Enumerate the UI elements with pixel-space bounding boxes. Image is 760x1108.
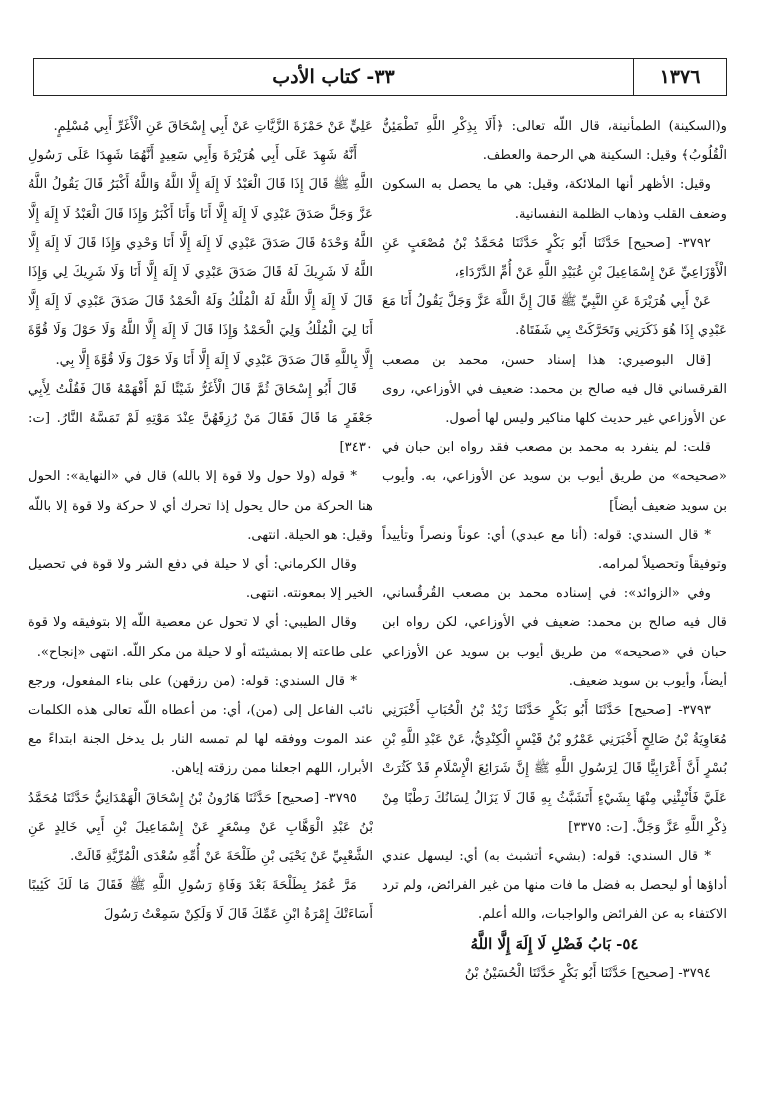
- right-column: [382, 112, 727, 1097]
- hadith-isnad: ٣٧٩٤- [صحيح] حَدَّثَنَا أَبُو بَكْرٍ حَدَّثَنَا الْحُسَيْنُ بْنُ: [464, 965, 711, 981]
- book-title: ٣٣- كتاب الأدب: [272, 66, 395, 88]
- hadith-matn: مَرَّ عُمَرُ بِطَلْحَةَ بَعْدَ وَفَاةِ رَسُولِ اللَّهِ ﷺ فَقَالَ مَا لَكَ كَئِيبًا أَسَاءَتْكَ إِمْرَةُ ابْنِ عَمِّكَ قَالَ لَا وَلَكِنْ سَمِعْتُ رَسُولَ: [28, 878, 373, 923]
- hadith-matn: أَنَّهُ شَهِدَ عَلَى أَبِي هُرَيْرَةَ وَأَبِي سَعِيدٍ أَنَّهُمَا شَهِدَا عَلَى رَسُولِ اللَّهِ ﷺ قَالَ إِذَا قَالَ الْعَبْدُ لَا إِلَهَ إِلَّا اللَّهُ وَاللَّهُ أَكْبَرُ قَالَ يَقُولُ اللَّهُ عَزَّ وَجَلَّ صَدَقَ عَبْدِي لَا إِلَهَ إِلَّا أَنَا وَأَنَا أَكْبَرُ وَإِذَا قَالَ الْعَبْدُ لَا إِلَهَ إِلَّا اللَّهُ وَحْدَهُ قَالَ صَدَقَ عَبْدِي لَا إِلَهَ إِلَّا أَنَا وَحْدِي وَإِذَا قَالَ لَا إِلَهَ إِلَّا اللَّهُ لَا شَرِيكَ لَهُ قَالَ صَدَقَ عَبْدِي لَا إِلَهَ إِلَّا أَنَا وَلَا شَرِيكَ لِي وَإِذَا قَالَ لَا إِلَهَ إِلَّا اللَّهُ لَهُ الْمُلْكُ وَلَهُ الْحَمْدُ قَالَ صَدَقَ عَبْدِي لَا إِلَهَ إِلَّا أَنَا لِيَ الْمُلْكُ وَلِيَ الْحَمْدُ وَإِذَا قَالَ لَا إِلَهَ إِلَّا اللَّهُ وَلَا حَوْلَ وَلَا قُوَّةَ إِلَّا بِاللَّهِ قَالَ صَدَقَ عَبْدِي لَا إِلَهَ إِلَّا أَنَا وَلَا حَوْلَ وَلَا قُوَّةَ إِلَّا بِي.: [28, 148, 373, 368]
- hadith-text: قَالَ أَبُو إِسْحَاقَ ثُمَّ قَالَ الْأَغَرُّ شَيْئًا لَمْ أَفْهَمْهُ قَالَ فَقُلْتُ لِأَبِي جَعْفَرٍ مَا قَالَ فَقَالَ مَنْ رُزِقَهُنَّ عِنْدَ مَوْتِهِ لَمْ تَمَسَّهُ النَّارُ. [ت: ٣٤٣٠]: [28, 381, 373, 456]
- left-column: [28, 112, 373, 1097]
- hadith-isnad: ٣٧٩٢- [صحيح] حَدَّثَنَا أَبُو بَكْرٍ حَدَّثَنَا مُحَمَّدُ بْنُ مُصْعَبٍ عَنِ الْأَوْزَاعِيِّ عَنْ إِسْمَاعِيلَ بْنِ عُبَيْدِ اللَّهِ عَنْ أُمِّ الدَّرْدَاءِ،: [382, 235, 727, 281]
- commentary-paragraph: [قال البوصيري: هذا إسناد حسن، محمد بن مصعب القرقساني قال فيه صالح بن محمد: ضعيف في الأوزاعي، روى عن الأوزاعي غير حديث كلها مناكير وليس لها أصول.: [382, 352, 727, 427]
- chapter-heading: ٥٤- بَابُ فَضْلِ لَا إِلَهَ إِلَّا اللَّهُ: [470, 934, 639, 953]
- page-header: [33, 58, 727, 96]
- paragraph: و(السكينة) الطمأنينة، قال اللّه تعالى: ﴿أَلَا بِذِكْرِ اللَّهِ تَطْمَئِنُّ الْقُلُوبُ﴾ وقيل: السكينة هي الرحمة والعطف.: [382, 119, 727, 164]
- hadith-text: ٣٧٩٣- [صحيح] حَدَّثَنَا أَبُو بَكْرٍ حَدَّثَنَا زَيْدُ بْنُ الْحُبَابِ أَخْبَرَنِي مُعَاوِيَةُ بْنُ صَالِحٍ أَخْبَرَنِي عَمْرُو بْنُ قَيْسٍ الْكِنْدِيُّ، عَنْ عَبْدِ اللَّهِ بْنِ بُسْرٍ أَنَّ أَعْرَابِيًّا قَالَ لِرَسُولِ اللَّهِ ﷺ إِنَّ شَرَائِعَ الْإِسْلَامِ قَدْ كَثُرَتْ عَلَيَّ فَأَنْبِئْنِي مِنْهَا بِشَيْءٍ أَتَشَبَّثُ بِهِ قَالَ لَا يَزَالُ لِسَانُكَ رَطْبًا مِنْ ذِكْرِ اللَّهِ عَزَّ وَجَلَّ. [ت: ٣٣٧٥]: [382, 703, 727, 835]
- commentary-paragraph: * قال السندي: قوله: (أنا مع عبدي) أي: عوناً ونصراً وتأييداً وتوفيقاً وتحصيلاً لمرامه.: [382, 527, 727, 573]
- commentary-paragraph: * قال السندي: قوله: (بشيء أتشبث به) أي: ليسهل عندي أداؤها أو ليحصل به فضل ما فات منها من غير الفرائض، ولم ترد الاكتفاء به عن الفرائض والواجبات، والله أعلم.: [382, 849, 727, 923]
- commentary-paragraph: قلت: لم ينفرد به محمد بن مصعب فقد رواه ابن حبان في «صحيحه» من طريق أيوب بن سويد عن الأوزاعي، به. وأيوب بن سويد ضعيف أيضاً]: [382, 440, 727, 514]
- commentary-paragraph: وفي «الزوائد»: في إسناده محمد بن مصعب القُرقُساني، قال فيه صالح بن محمد: ضعيف في الأوزاعي، لكن رواه ابن حبان في «صحيحه» من طريق أيوب بن سويد عن الأوزاعي أيضاً، وأيوب بن سويد ضعيف.: [382, 586, 727, 689]
- page-number: ١٣٧٦: [633, 59, 726, 95]
- commentary-paragraph: وقال الكرماني: أي لا حيلة في دفع الشر ولا قوة في تحصيل الخير إلا بمعونته. انتهى.: [28, 557, 373, 602]
- paragraph: وقيل: الأظهر أنها الملائكة، وقيل: هي ما يحصل به السكون وضعف القلب وذهاب الظلمة النفسانية.: [382, 177, 727, 222]
- commentary-paragraph: * قال السندي: قوله: (من رزقهن) على بناء المفعول، ورجع نائب الفاعل إلى (من)، أي: من أعطاه اللّه تعالى هذه الكلمات عند الموت ووفقه لها لم تمسه النار بل يدخل الجنة ابتداءً مع الأبرار، اللهم اجعلنا ممن رزقته إياهن.: [28, 673, 373, 777]
- hadith-isnad: ٣٧٩٥- [صحيح] حَدَّثَنَا هَارُونُ بْنُ إِسْحَاقَ الْهَمْدَانِيُّ حَدَّثَنَا مُحَمَّدُ بْنُ عَبْدِ الْوَهَّابِ عَنْ مِسْعَرٍ عَنْ إِسْمَاعِيلَ بْنِ أَبِي خَالِدٍ عَنِ الشَّعْبِيِّ عَنْ يَحْيَى بْنِ طَلْحَةَ عَنْ أُمِّهِ سُعْدَى الْمُرِّيَّةِ قَالَتْ.: [28, 790, 373, 865]
- hadith-matn: عَنْ أَبِي هُرَيْرَةَ عَنِ النَّبِيِّ ﷺ قَالَ إِنَّ اللَّهَ عَزَّ وَجَلَّ يَقُولُ أَنَا مَعَ عَبْدِي إِذَا هُوَ ذَكَرَنِي وَتَحَرَّكَتْ بِي شَفَتَاهُ.: [382, 294, 727, 339]
- commentary-paragraph: * قوله (ولا حول ولا قوة إلا بالله) قال في «النهاية»: الحول هنا الحركة من حال يحول إذا تحرك أي لا حركة ولا قوة إلا باللّه وقيل: هو الحيلة. انتهى.: [28, 469, 373, 543]
- hadith-isnad: عَلِيٍّ عَنْ حَمْزَةَ الزَّيَّاتِ عَنْ أَبِي إِسْحَاقَ عَنِ الْأَغَرِّ أَبِي مُسْلِمٍ.: [53, 119, 373, 134]
- commentary-paragraph: وقال الطيبي: أي لا تحول عن معصية اللّه إلا بتوفيقه ولا قوة على طاعته إلا بمشيئته أو لا حيلة من مكر اللّه. انتهى «إنجاح».: [28, 615, 373, 660]
